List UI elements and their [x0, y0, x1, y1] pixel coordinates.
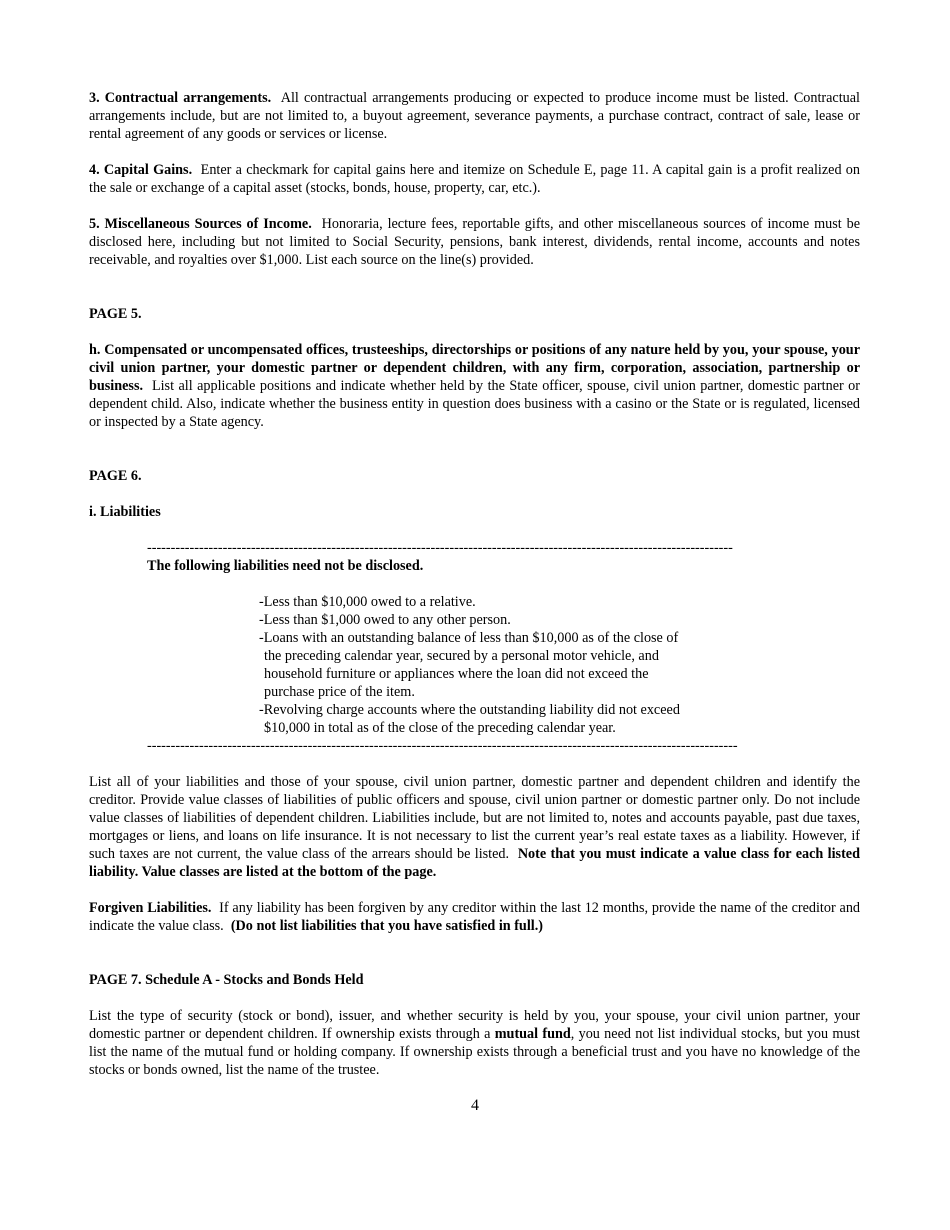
page6-heading: PAGE 6.	[89, 468, 142, 484]
section-contractual-arrangements	[89, 89, 860, 143]
section-text: List all of your liabilities and those of your spouse, civil union partner, domestic partner and dependent children and identify the creditor. Provide value classes of liabilities of public officers and spouse, civil union partner or domestic partner only. Do not include value classes of liabilities of dependent children. Liabilities include, but are not limited to, notes and accounts payable, past due taxes, mortgages or liens, and loans on life insurance. It is not necessary to list the current year’s real estate taxes as a liability. However, if such taxes are not current, the value class of the arrears should be listed.	[89, 774, 860, 862]
list-item: household furniture or appliances where the loan did not exceed the	[264, 666, 649, 682]
list-item: -Less than $10,000 owed to a relative.	[259, 594, 476, 610]
section-text: List the type of security (stock or bond), issuer, and whether security is held by you, your spouse, your civil union partner, your domestic partner or dependent children. If ownership exists through a	[89, 1008, 860, 1042]
box-top-rule: ----------------------------------------------------------------------------------------------------------------------------	[147, 540, 733, 556]
stocks-bonds-instructions	[89, 1007, 860, 1079]
forgiven-liabilities	[89, 899, 860, 935]
forgiven-note: (Do not list liabilities that you have satisfied in full.)	[230, 918, 543, 934]
section-title: 4. Capital Gains.	[89, 162, 193, 178]
list-item: -Less than $1,000 owed to any other person.	[259, 612, 511, 628]
page5-heading: PAGE 5.	[89, 306, 142, 322]
section-text: If any liability has been forgiven by any creditor within the last 12 months, provide the name of the creditor and indicate the value class.	[89, 900, 861, 934]
document-page	[89, 89, 860, 1079]
mutual-fund-term: mutual fund	[494, 1026, 571, 1042]
section-title: Forgiven Liabilities.	[89, 900, 212, 916]
section-text: Enter a checkmark for capital gains here and itemize on Schedule E, page 11. A capital gain is a profit realized on the sale or exchange of a capital asset (stocks, bonds, house, property, car, etc.).	[89, 162, 860, 196]
liabilities-instructions	[89, 773, 860, 881]
exempt-liabilities-box	[147, 539, 807, 755]
section-title: 5. Miscellaneous Sources of Income.	[89, 216, 312, 232]
exempt-list	[259, 593, 729, 737]
section-capital-gains	[89, 161, 860, 197]
section-offices-positions	[89, 341, 860, 431]
list-item: -Revolving charge accounts where the outstanding liability did not exceed	[259, 702, 680, 718]
list-item: -Loans with an outstanding balance of less than $10,000 as of the close of	[259, 630, 679, 646]
liabilities-heading: i. Liabilities	[89, 504, 161, 520]
list-item: purchase price of the item.	[264, 684, 415, 700]
page7-heading: PAGE 7. Schedule A - Stocks and Bonds Held	[89, 972, 364, 988]
section-text: List all applicable positions and indicate whether held by the State officer, spouse, civil union partner, domestic partner or dependent child. Also, indicate whether the business entity in question does business with a casino or the State or is regulated, licensed or inspected by a State agency.	[89, 378, 860, 430]
list-item: the preceding calendar year, secured by a personal motor vehicle, and	[264, 648, 659, 664]
box-title: The following liabilities need not be disclosed.	[147, 558, 424, 574]
section-title: 3. Contractual arrangements.	[89, 90, 272, 106]
list-item: $10,000 in total as of the close of the preceding calendar year.	[264, 720, 616, 736]
section-text: All contractual arrangements producing or expected to produce income must be listed. Contractual arrangements include, but are not limited to, a buyout agreement, severance payments, a purchase contract, contract of sale, lease or rental agreement of any goods or services or license.	[89, 90, 861, 142]
section-title: h. Compensated or uncompensated offices, trusteeships, directorships or positions of any nature held by you, your spouse, your civil union partner, your domestic partner or dependent children, with any firm, corporation, association, partnership or business.	[89, 342, 860, 394]
page-number: 4	[471, 1097, 479, 1114]
section-text: , you need not list individual stocks, but you must list the name of the mutual fund or holding company. If ownership exists through a beneficial trust and you have no knowledge of the stocks or bonds owned, list the name of the trustee.	[89, 1026, 860, 1078]
box-bottom-rule: -----------------------------------------------------------------------------------------------------------------------------	[147, 738, 738, 754]
section-misc-income	[89, 215, 860, 269]
section-text: Honoraria, lecture fees, reportable gifts, and other miscellaneous sources of income must be disclosed here, including but not limited to Social Security, pensions, bank interest, dividends, rental income, accounts and notes receivable, and royalties over $1,000. List each source on the line(s) provided.	[89, 216, 861, 268]
value-class-note: Note that you must indicate a value class for each listed liability. Value classes are listed at the bottom of the page.	[89, 846, 860, 880]
